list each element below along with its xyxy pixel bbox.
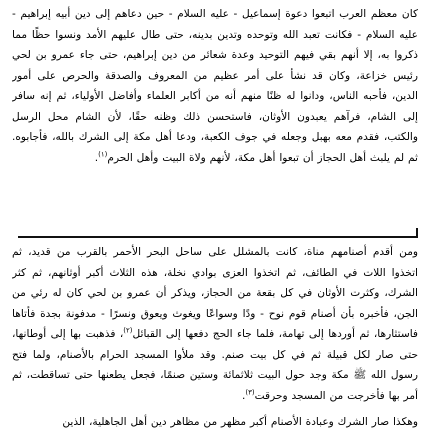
section-divider-line [18,236,418,238]
paragraph-text: ومن أقدم أصنامهم مناة، كانت بالمشلل على ساحل البحر الأحمر بالقرب من قديد، ثم اتخذوا اللات في الطائف، ثم اتخذوا العزى بوادي نخلة، هذه الثلاث أكبر أوثانهم، ثم كثر الشرك، وكثرت الأوثان في كل بقعة من الحجاز، ويذكر أن عمرو بن لحي كان له رئي من الجن، فأخبره بأن أصنام قوم نوح - ودًا وسواعًا ويغوث ويعوق ونسرًا - مدفونة بجدة فأتاها فاستثارها، ثم أوردها إلى تهامة، فلما جاء الحج دفعها إلى القبائل [12,246,418,340]
paragraph-tail: ، فذهبت بها إلى أوطانها، حتى صار لكل قبيلة ثم في كل بيت صنم. وقد ملأوا المسجد الحرام بالأصنام، ولما فتح رسول الله ﷺ مكة وجد حول البيت ثلاثمائة وستين صنمًا، فجعل يطعنها حتى تساقطت، ثم أمر بها فأخرجت من المسجد وحرقت [12,328,418,402]
paragraph-amr-bin-luhay [12,4,418,236]
footnote-marker: (٣) [245,387,255,396]
paragraph-end: . [242,389,246,402]
paragraph-conclusion [12,412,418,432]
paragraph-text: وهكذا صار الشرك وعبادة الأصنام أكبر مظهر من مظاهر دين أهل الجاهلية، الذين [62,416,418,428]
footnote-marker: (٢) [123,326,133,335]
footnote-marker: (١) [98,149,108,158]
paragraph-idols [12,242,418,410]
paragraph-text: كان معظم العرب اتبعوا دعوة إسماعيل - عليه السلام - حين دعاهم إلى دين أبيه إبراهيم - عليه السلام - فكانت تعبد الله وتوحده وتدين بدينه، حتى طال عليهم الأمد ونسوا حظًا مما ذكروا به، إلا أنهم بقي فيهم التوحيد وعدة شعائر من دين إبراهيم، حتى جاء عمرو بن لحي رئيس خزاعة، وكان قد نشأ على أمر عظيم من المعروف والصدقة والحرص على أمور الدين، فأحبه الناس، ودانوا له ظنًا منهم أنه من أكابر العلماء وأفاضل الأولياء، ثم إنه سافر إلى الشام، فرآهم يعبدون الأوثان، فاستحسن ذلك وظنه حقًا، لأن الشام محل الرسل والكتب، فقدم معه بهبل وجعله في جوف الكعبة، ودعا أهل مكة إلى الشرك بالله، فأجابوه. ثم لم يلبث أهل الحجاز أن تبعوا أهل مكة، لأنهم ولاة البيت وأهل الحرم [12,8,418,164]
paragraph-tail: . [94,151,99,164]
